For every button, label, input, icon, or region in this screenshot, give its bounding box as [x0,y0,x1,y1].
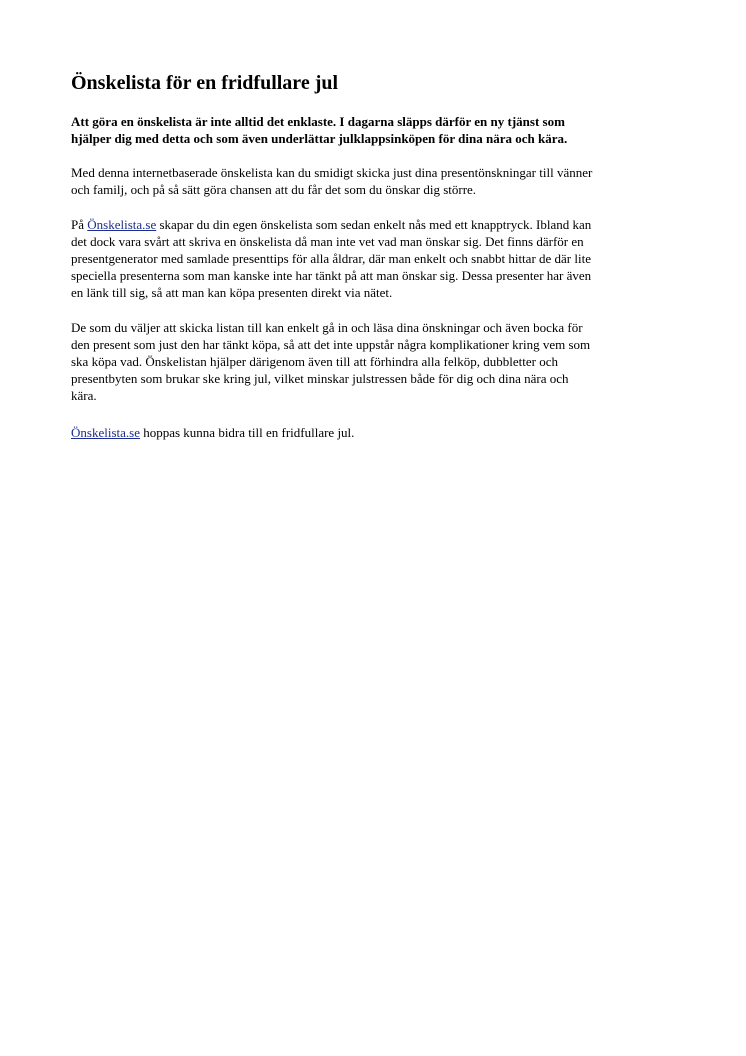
paragraph-line: Med denna internetbaserade önskelista kan du smidigt skicka just dina presentönskningar till vänner [71,165,593,180]
paragraph-line: kära. [71,388,97,403]
paragraph-line: speciella presenterna som man kanske inte har tänkt på att man önskar sig. Dessa presenter har även [71,268,592,283]
paragraph-line: det dock vara svårt att skriva en önskelista då man inte vet vad man önskar sig. Det finns därför en [71,234,584,249]
onskelista-link[interactable]: Önskelista.se [87,217,157,232]
body-paragraph-2 [71,216,683,301]
paragraph-line [71,216,683,233]
lead-line: hjälper dig med detta och som även underlättar julklappsinköpen för dina nära och kära. [71,131,568,146]
paragraph-line: en länk till sig, så att man kan köpa presenten direkt via nätet. [71,285,393,300]
onskelista-link[interactable]: Önskelista.se [71,425,140,440]
paragraph-line: ska köpa vad. Önskelistan hjälper därigenom även till att förhindra alla felköp, dubbletter och [71,354,558,369]
paragraph-line: presentbyten som brukar ske kring jul, vilket minskar julstressen både för dig och dina nära och [71,371,569,386]
paragraph-line: och familj, och på så sätt göra chansen att du får det som du önskar dig större. [71,182,477,197]
lead-line: Att göra en önskelista är inte alltid det enklaste. I dagarna släpps därför en ny tjänst som [71,114,565,129]
lead-paragraph [71,113,683,147]
paragraph-line [71,424,683,441]
body-paragraph-3 [71,319,683,404]
paragraph-text: hoppas kunna bidra till en fridfullare jul. [139,425,355,440]
paragraph-line: presentgenerator med samlade presenttips för alla åldrar, där man enkelt och snabbt hittar de där lite [71,251,591,266]
paragraph-prefix: På [71,217,88,232]
body-paragraph-1 [71,164,683,198]
page-title: Önskelista för en fridfullare jul [71,72,339,94]
paragraph-line: den present som just den har tänkt köpa, så att det inte uppstår några komplikationer kring vem som [71,337,591,352]
body-paragraph-4 [71,424,683,441]
paragraph-line: De som du väljer att skicka listan till kan enkelt gå in och läsa dina önskningar och även bocka för [71,320,583,335]
paragraph-text: skapar du din egen önskelista som sedan enkelt nås med ett knapptryck. Ibland kan [156,217,592,232]
